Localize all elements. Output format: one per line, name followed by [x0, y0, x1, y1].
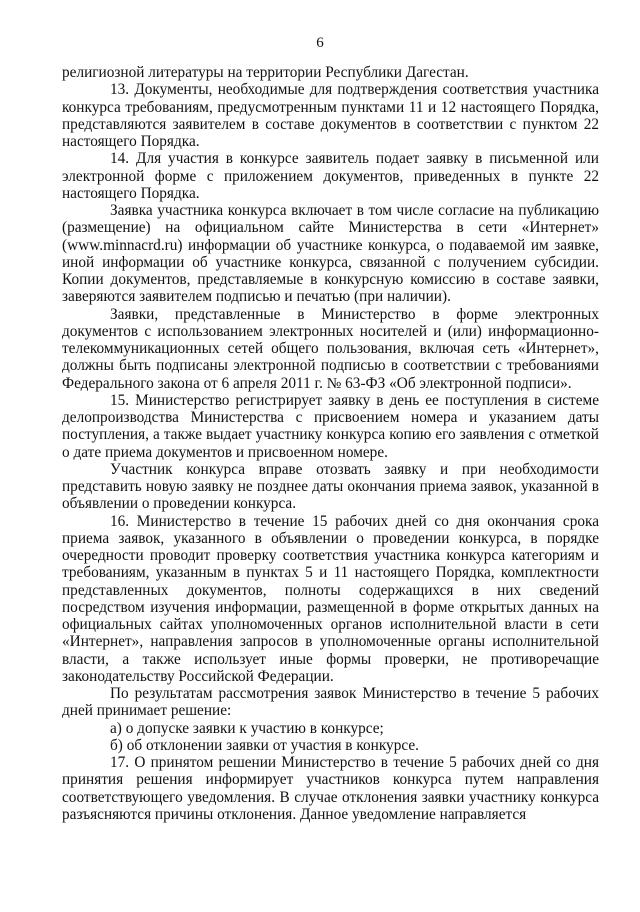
- paragraph-15: 15. Министерство регистрирует заявку в день ее поступления в системе делопроизводства Министерства с присвоением номера и указанием даты поступления, а также выдает участнику конкурса копию его заявления с отметкой о дате приема документов и присвоенном номере.: [62, 391, 599, 461]
- paragraph-16: 16. Министерство в течение 15 рабочих дней со дня окончания срока приема заявок, указанного в объявлении о проведении конкурса, в порядке очередности проводит проверку соответствия участника конкурса категориям и требованиям, указанным в пунктах 5 и 11 настоящего Порядка, комплектности представленных документов, полноты содержащихся в них сведений посредством изучения информации, размещенной в форме открытых данных на официальных сайтах уполномоченных органов исполнительной власти в сети «Интернет», направления запросов в уполномоченные органы исполнительной власти, а также использует иные формы проверки, не противоречащие законодательству Российской Федерации.: [62, 512, 599, 685]
- paragraph: Заявка участника конкурса включает в том числе согласие на публикацию (размещение) на официальном сайте Министерства в сети «Интернет» (www.minnacrd.ru) информации об участнике конкурса, о подаваемой им заявке, иной информации об участнике конкурса, связанной с получением субсидии. Копии документов, представляемые в конкурсную комиссию в составе заявки, заверяются заявителем подписью и печатью (при наличии).: [62, 202, 599, 306]
- paragraph: Заявки, представленные в Министерство в форме электронных документов с использованием электронных носителей и (или) информационно-телекоммуникационных сетей общего пользования, включая сеть «Интернет», должны быть подписаны электронной подписью в соответствии с требованиями Федерального закона от 6 апреля 2011 г. № 63-ФЗ «Об электронной подписи».: [62, 305, 599, 392]
- document-body: [62, 64, 599, 823]
- paragraph: Участник конкурса вправе отозвать заявку и при необходимости представить новую заявку не позднее даты окончания приема заявок, указанной в объявлении о проведении конкурса.: [62, 460, 599, 513]
- paragraph-17: 17. О принятом решении Министерство в течение 5 рабочих дней со дня принятия решения информирует участников конкурса путем направления соответствующего уведомления. В случае отклонения заявки участнику конкурса разъясняются причины отклонения. Данное уведомление направляется: [62, 754, 599, 823]
- list-item: а) о допуске заявки к участию в конкурсе;: [110, 719, 384, 737]
- list-item: б) об отклонении заявки от участия в конкурсе.: [110, 736, 419, 754]
- paragraph: религиозной литературы на территории Республики Дагестан.: [62, 64, 469, 81]
- page-number: 6: [316, 35, 324, 51]
- paragraph: По результатам рассмотрения заявок Министерство в течение 5 рабочих дней принимает решение:: [62, 685, 599, 720]
- paragraph-13: 13. Документы, необходимые для подтверждения соответствия участника конкурса требованиям, предусмотренным пунктами 11 и 12 настоящего Порядка, представляются заявителем в составе документов в соответствии с пунктом 22 настоящего Порядка.: [62, 81, 599, 150]
- paragraph-14: 14. Для участия в конкурсе заявитель подает заявку в письменной или электронной форме с приложением документов, приведенных в пункте 22 настоящего Порядка.: [62, 150, 599, 202]
